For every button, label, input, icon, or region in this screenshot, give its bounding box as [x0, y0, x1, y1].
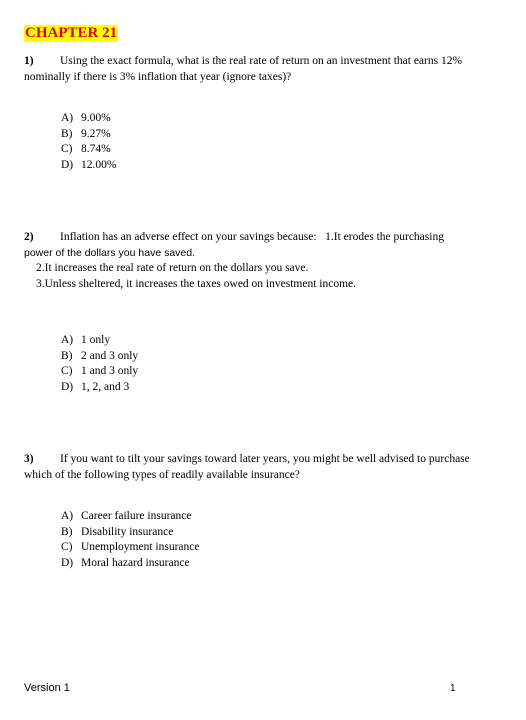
option-text: 12.00%: [81, 158, 117, 171]
question-2: [24, 230, 494, 292]
option-letter: D): [61, 380, 74, 393]
question-1-text-2: nominally if there is 3% inflation that year (ignore taxes)?: [24, 70, 292, 83]
option-text: Unemployment insurance: [81, 541, 200, 553]
footer-version: Version 1: [24, 682, 70, 694]
question-2-text-3: 2.It increases the real rate of return on the dollars you save.: [36, 262, 309, 274]
question-1-option-a[interactable]: [61, 111, 116, 127]
option-text: 2 and 3 only: [81, 349, 139, 362]
option-letter: C): [61, 541, 73, 553]
question-3-options: [61, 509, 199, 571]
question-2-option-d[interactable]: [61, 380, 138, 396]
footer-page-number: 1: [450, 683, 456, 694]
option-letter: B): [61, 349, 73, 362]
option-letter: C): [61, 365, 73, 377]
option-text: Disability insurance: [81, 525, 174, 538]
question-3-text-2: which of the following types of readily available insurance?: [24, 468, 300, 481]
question-3-option-b[interactable]: [61, 525, 199, 541]
question-2-option-a[interactable]: [61, 333, 138, 349]
question-1-options: [61, 111, 116, 173]
question-2-text-1b: 1.It erodes the purchasing: [325, 231, 444, 243]
option-text: Career failure insurance: [81, 510, 192, 522]
option-text: 1 only: [81, 334, 111, 346]
question-2-line-1: [24, 230, 494, 246]
option-letter: D): [61, 556, 74, 569]
question-1-line-1: [24, 54, 494, 70]
option-letter: D): [61, 158, 74, 171]
question-2-text-4: 3.Unless sheltered, it increases the taxes owed on investment income.: [36, 277, 356, 290]
option-text: 1, 2, and 3: [81, 380, 130, 393]
option-text: 9.27%: [81, 127, 111, 140]
question-1-number: 1): [24, 55, 34, 67]
question-1-text-1: Using the exact formula, what is the real rate of return on an investment that earns 12%: [60, 55, 463, 67]
question-3: [24, 452, 494, 483]
question-1-option-d[interactable]: [61, 158, 116, 174]
question-3-option-c[interactable]: [61, 540, 199, 556]
question-2-option-b[interactable]: [61, 349, 138, 365]
question-2-option-c[interactable]: [61, 364, 138, 380]
option-letter: A): [61, 510, 74, 522]
option-letter: A): [61, 334, 74, 346]
question-3-line-1: [24, 452, 494, 468]
option-text: 1 and 3 only: [81, 365, 139, 377]
question-3-option-d[interactable]: [61, 556, 199, 572]
option-letter: B): [61, 127, 73, 140]
option-letter: C): [61, 143, 73, 155]
question-3-option-a[interactable]: [61, 509, 199, 525]
question-1-option-c[interactable]: [61, 142, 116, 158]
option-letter: A): [61, 112, 74, 124]
option-text: 8.74%: [81, 143, 111, 155]
option-text: 9.00%: [81, 112, 111, 124]
question-2-options: [61, 333, 138, 395]
question-1: [24, 54, 494, 85]
option-letter: B): [61, 525, 73, 538]
question-2-text-2: power of the dollars you have saved.: [24, 246, 196, 259]
question-3-text-1: If you want to tilt your savings toward later years, you might be well advised to purchase: [60, 453, 470, 465]
option-text: Moral hazard insurance: [81, 556, 190, 569]
question-2-text-1a: Inflation has an adverse effect on your savings because:: [60, 231, 317, 243]
question-2-number: 2): [24, 231, 34, 243]
chapter-title: CHAPTER 21: [25, 25, 118, 41]
question-1-option-b[interactable]: [61, 127, 116, 143]
question-3-number: 3): [24, 453, 34, 465]
